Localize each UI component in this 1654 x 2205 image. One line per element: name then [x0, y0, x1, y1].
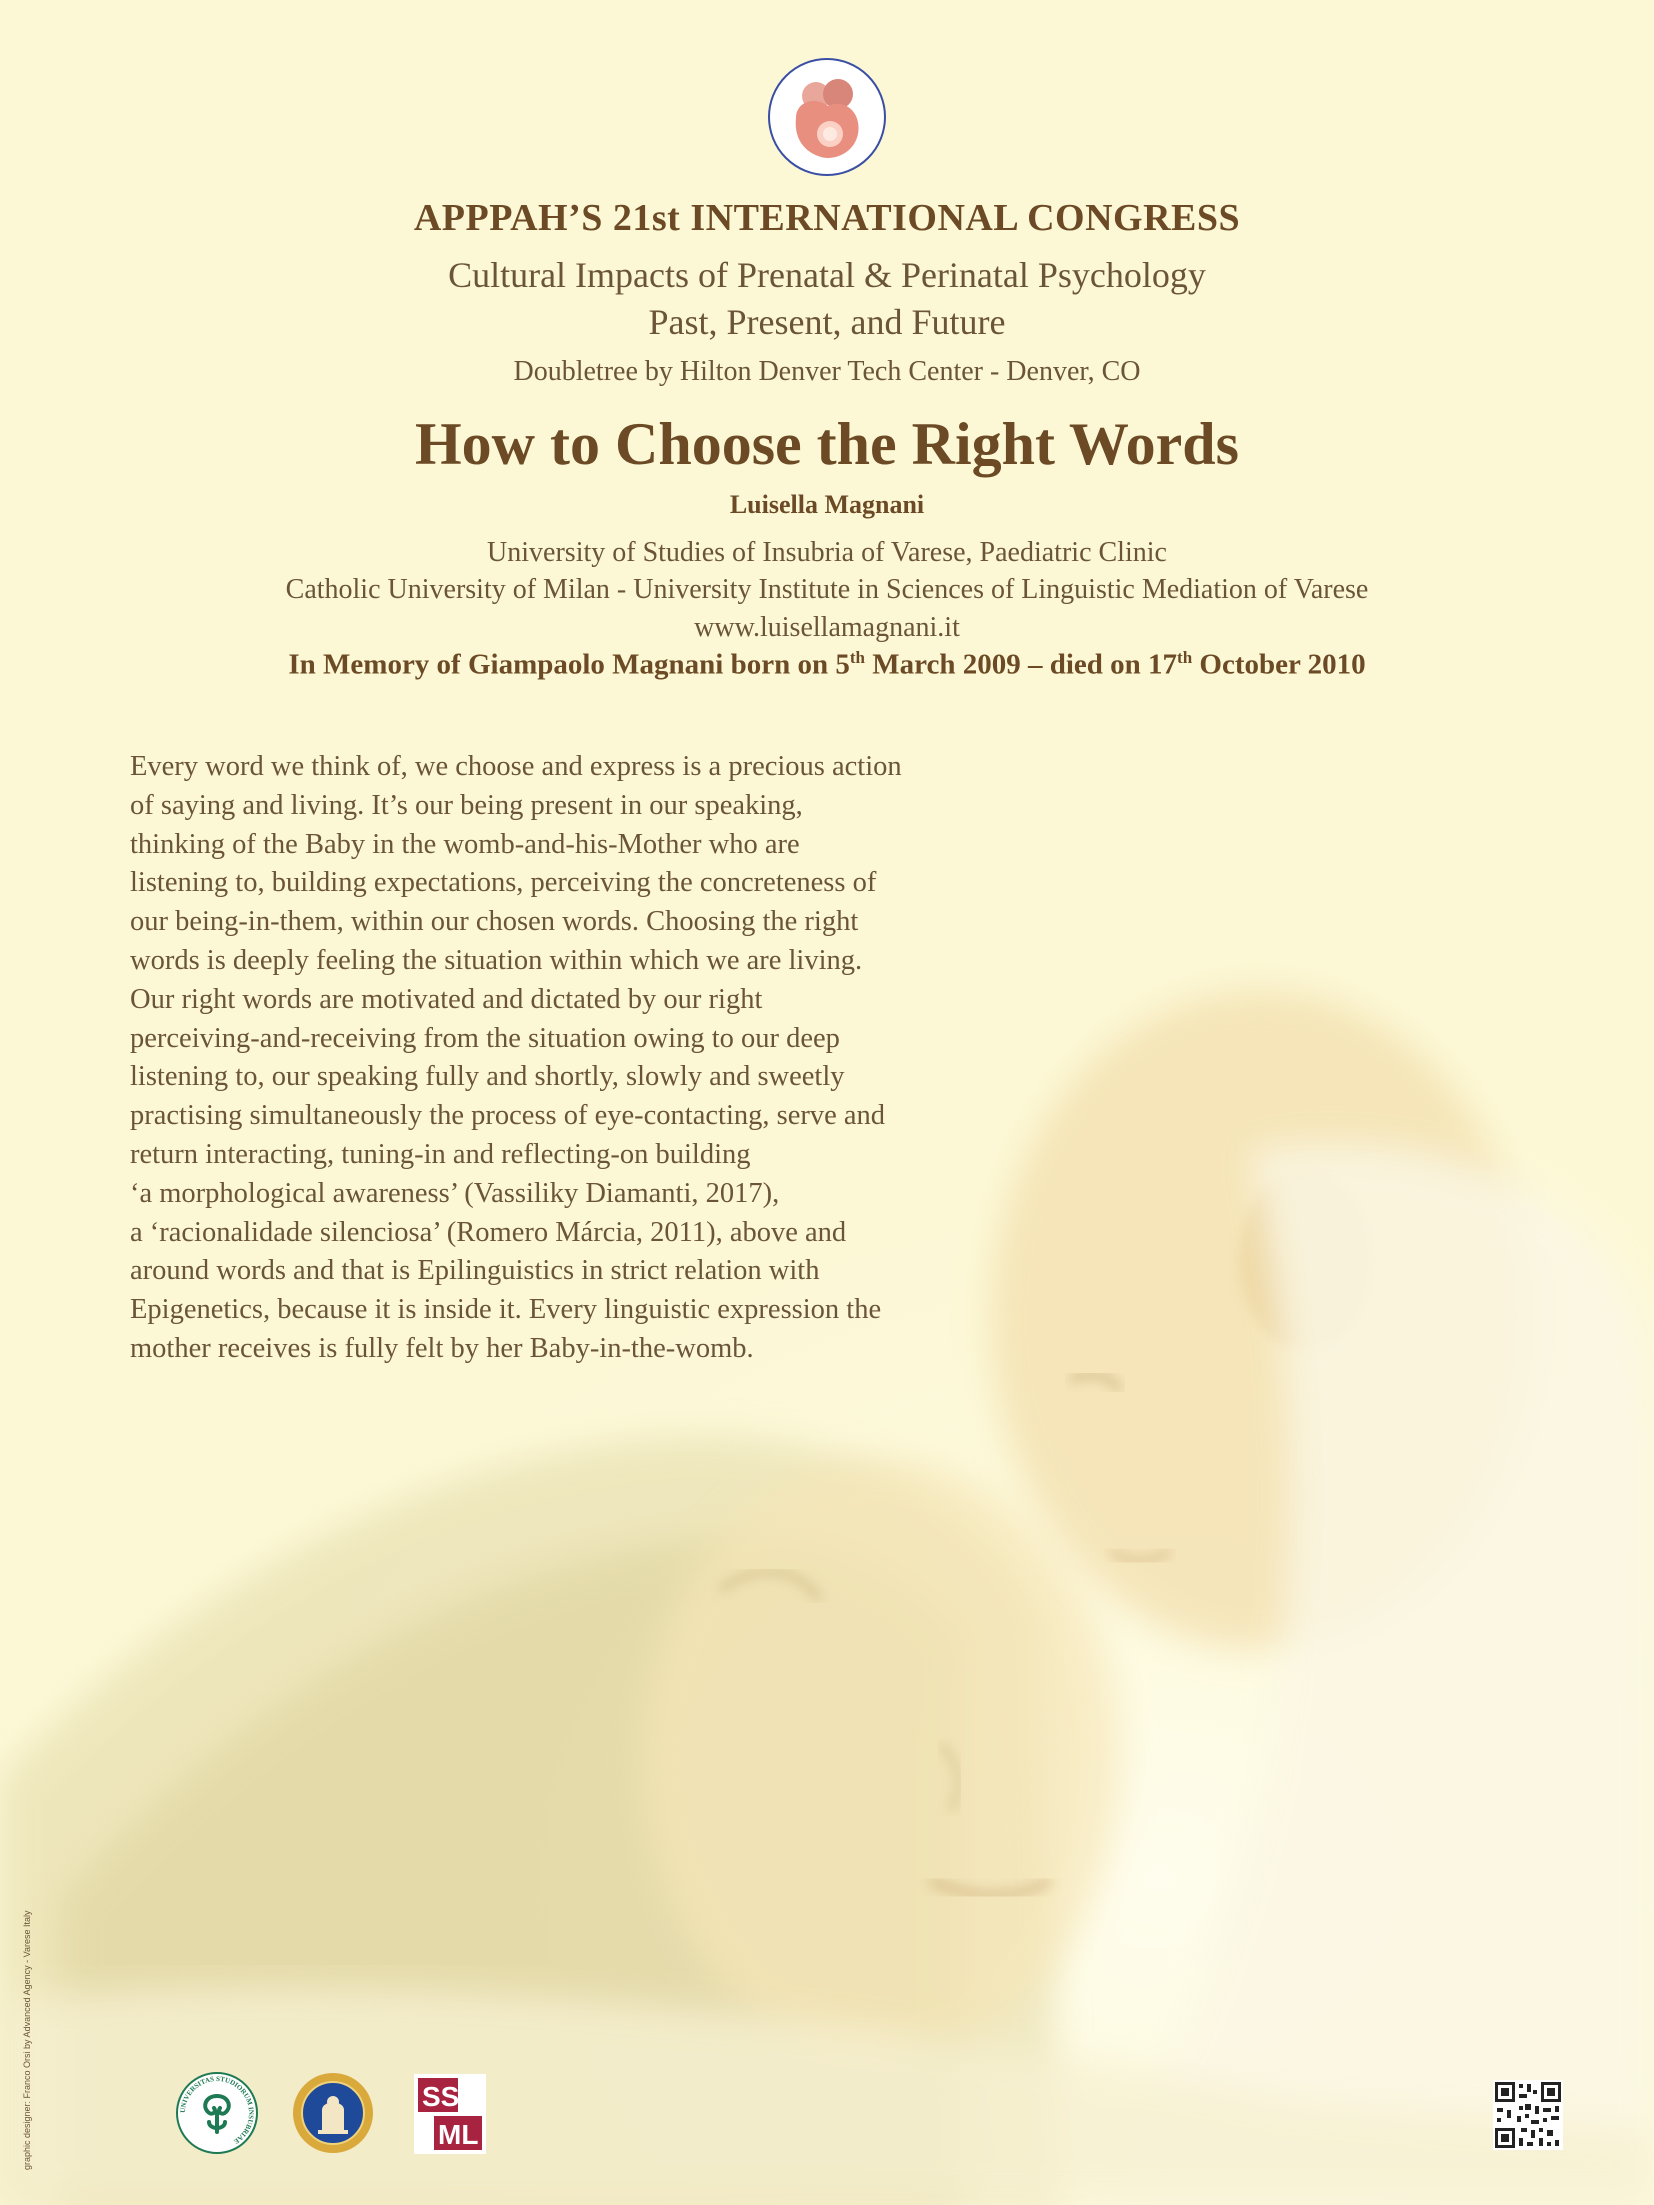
memorial-text-3: October 2010 — [1192, 648, 1366, 681]
body-line: mother receives is fully felt by her Baby-in-the-womb. — [130, 1332, 754, 1364]
memorial-sup-2: th — [1177, 648, 1193, 667]
body-line: a ‘racionalidade silenciosa’ (Romero Márcia, 2011), above and — [130, 1216, 847, 1248]
body-line: Epigenetics, because it is inside it. Every linguistic expression the — [130, 1294, 882, 1326]
body-line: around words and that is Epilinguistics in strict relation with — [130, 1255, 820, 1287]
body-line: Our right words are motivated and dictated by our right — [130, 983, 763, 1015]
body-line: of saying and living. It’s our being present in our speaking, — [130, 789, 803, 821]
body-line: thinking of the Baby in the womb-and-his-Mother who are — [130, 828, 800, 860]
body-line: our being-in-them, within our chosen words. Choosing the right — [130, 906, 859, 938]
designer-credit: graphic designer: Franco Orsi by Advanced Agency - Varese Italy — [22, 1910, 32, 2170]
memorial-dedication — [0, 648, 1654, 682]
body-line: words is deeply feeling the situation within which we are living. — [130, 944, 863, 976]
qr-code — [1493, 2080, 1563, 2150]
body-line: Every word we think of, we choose and express is a precious action — [130, 751, 902, 782]
memorial-sup-1: th — [849, 648, 865, 667]
congress-subtitle-2: Past, Present, and Future — [648, 302, 1006, 342]
author-website: www.luisellamagnani.it — [694, 612, 960, 643]
ssml-logo — [414, 2074, 486, 2154]
congress-heading: APPPAH’S 21st INTERNATIONAL CONGRESS — [413, 197, 1241, 239]
body-line: listening to, our speaking fully and shortly, slowly and sweetly — [130, 1061, 845, 1093]
body-line: listening to, building expectations, perceiving the concreteness of — [130, 867, 877, 899]
body-line: perceiving-and-receiving from the situation owing to our deep — [130, 1022, 840, 1054]
abstract-body — [130, 748, 1010, 1369]
affiliation-2: Catholic University of Milan - University Institute in Sciences of Linguistic Mediation of Varese — [285, 574, 1369, 605]
author-name: Luisella Magnani — [729, 490, 925, 519]
memorial-text-1: In Memory of Giampaolo Magnani born on 5 — [288, 648, 850, 681]
affiliation-1: University of Studies of Insubria of Varese, Paediatric Clinic — [487, 537, 1167, 568]
body-line: return interacting, tuning-in and reflecting-on building — [130, 1138, 751, 1170]
poster-title: How to Choose the Right Words — [415, 411, 1239, 477]
insubria-logo-text: UNIVERSITAS STUDIORUM INSUBRIAE — [178, 2074, 256, 2146]
ssml-logo-text-bottom: ML — [438, 2119, 479, 2150]
venue: Doubletree by Hilton Denver Tech Center - Denver, CO — [513, 356, 1141, 387]
congress-subtitle: Cultural Impacts of Prenatal & Perinatal Psychology — [448, 255, 1206, 295]
insubria-university-logo — [176, 2072, 258, 2154]
ssml-logo-text-top: SS — [422, 2081, 460, 2112]
catholic-university-logo — [292, 2072, 374, 2154]
apppah-logo — [766, 56, 888, 178]
body-line: practising simultaneously the process of eye-contacting, serve and — [130, 1100, 886, 1132]
body-line: ‘a morphological awareness’ (Vassiliky Diamanti, 2017), — [130, 1177, 780, 1209]
memorial-text-2: March 2009 – died on 17 — [865, 648, 1178, 681]
